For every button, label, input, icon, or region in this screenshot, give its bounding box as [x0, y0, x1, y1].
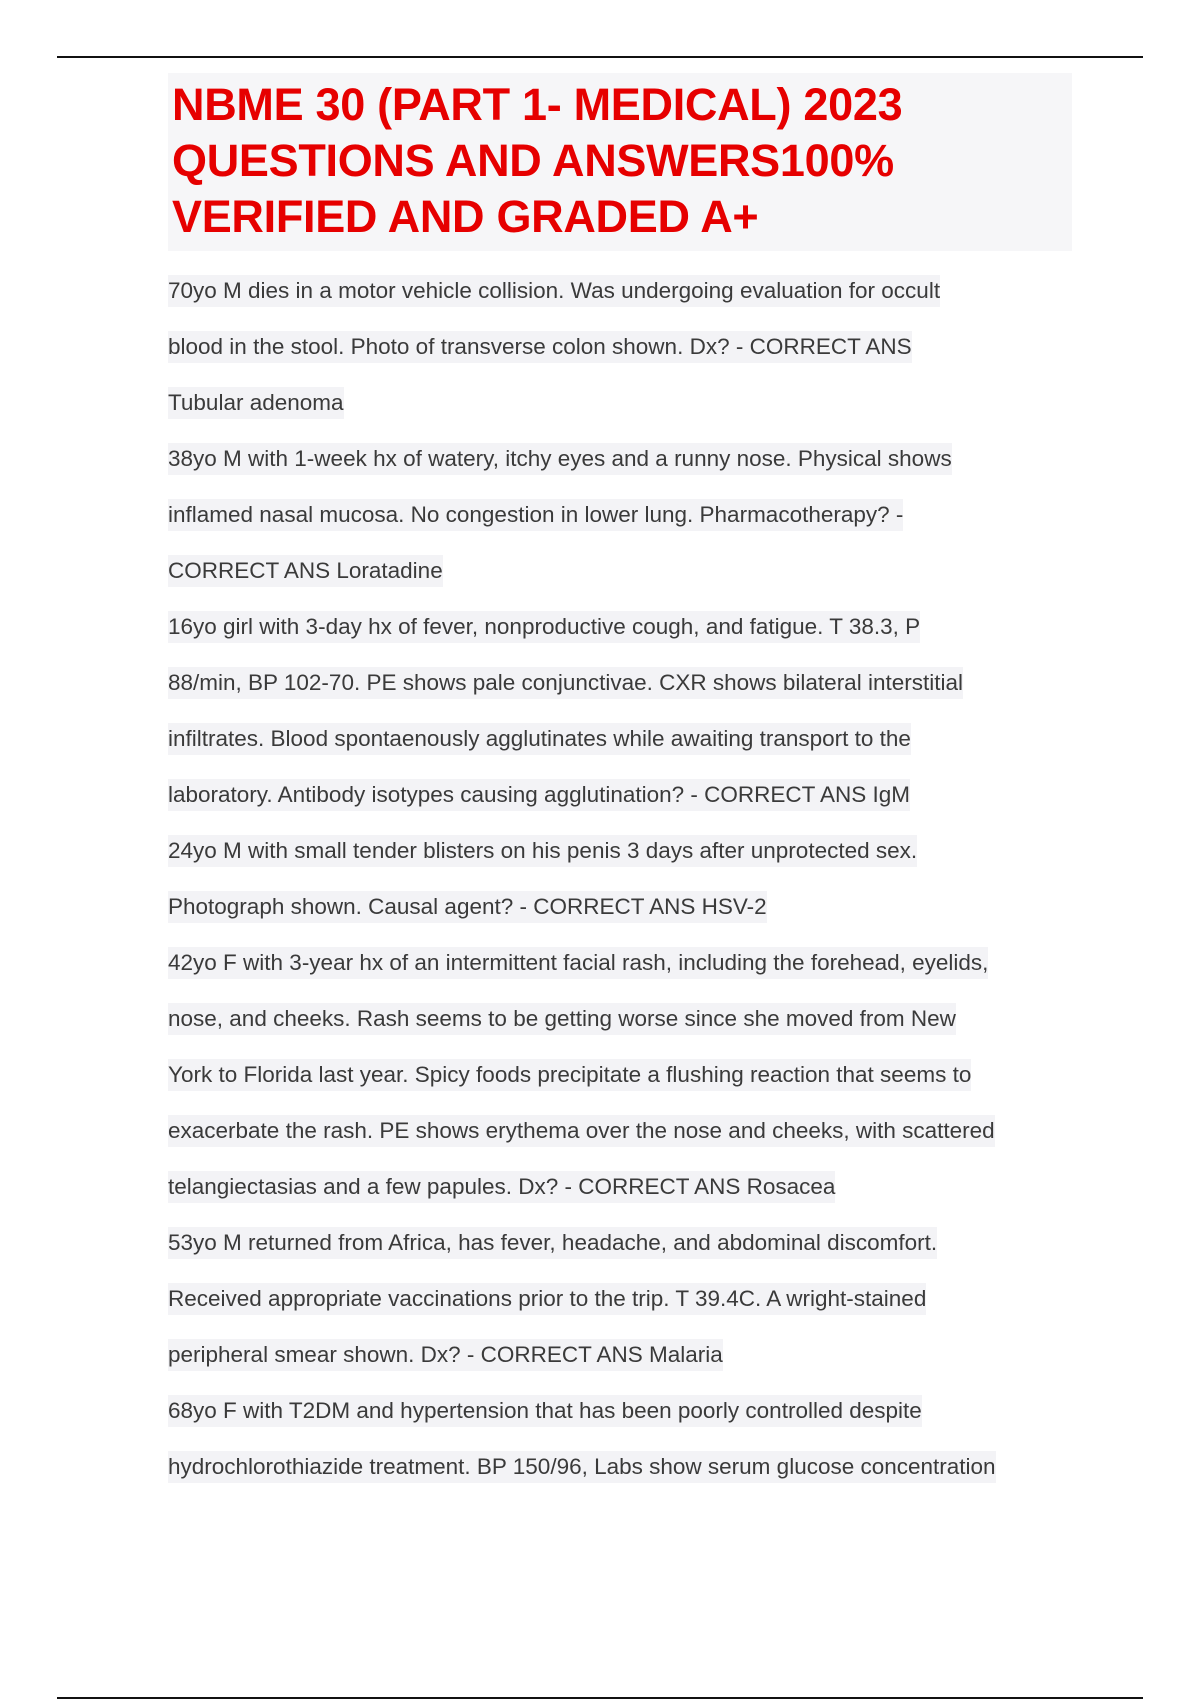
- text-line-content: 70yo M dies in a motor vehicle collision. Was undergoing evaluation for occult: [168, 275, 940, 307]
- title-line: VERIFIED AND GRADED A+: [172, 191, 759, 242]
- answer-line: [168, 879, 1072, 935]
- text-line-content: inflamed nasal mucosa. No congestion in lower lung. Pharmacotherapy? -: [168, 499, 903, 531]
- text-line: [168, 1439, 1072, 1495]
- text-line: [168, 935, 1072, 991]
- title-line: QUESTIONS AND ANSWERS100%: [172, 135, 894, 186]
- text-line: [168, 1103, 1072, 1159]
- document-title: [168, 73, 1072, 251]
- text-line-content: blood in the stool. Photo of transverse colon shown. Dx? - CORRECT ANS: [168, 331, 912, 363]
- answer-line: [168, 1159, 1072, 1215]
- title-line: NBME 30 (PART 1- MEDICAL) 2023: [172, 79, 903, 130]
- text-line-content: 38yo M with 1-week hx of watery, itchy eyes and a runny nose. Physical shows: [168, 443, 952, 475]
- text-line-content: Tubular adenoma: [168, 387, 344, 419]
- answer-line: [168, 375, 1072, 431]
- text-line: [168, 319, 1072, 375]
- text-line: [168, 1271, 1072, 1327]
- text-line: [168, 1215, 1072, 1271]
- text-line: [168, 1383, 1072, 1439]
- text-line-content: 68yo F with T2DM and hypertension that has been poorly controlled despite: [168, 1395, 922, 1427]
- text-line-content: Received appropriate vaccinations prior to the trip. T 39.4C. A wright-stained: [168, 1283, 926, 1315]
- answer-line: [168, 1327, 1072, 1383]
- text-line: [168, 487, 1072, 543]
- text-line: [168, 599, 1072, 655]
- text-line-content: nose, and cheeks. Rash seems to be getting worse since she moved from New: [168, 1003, 956, 1035]
- answer-line: [168, 543, 1072, 599]
- text-line-content: 42yo F with 3-year hx of an intermittent facial rash, including the forehead, eyelids,: [168, 947, 988, 979]
- text-line: [168, 823, 1072, 879]
- text-line-content: 53yo M returned from Africa, has fever, headache, and abdominal discomfort.: [168, 1227, 937, 1259]
- text-line: [168, 263, 1072, 319]
- answer-line: [168, 767, 1072, 823]
- text-line-content: infiltrates. Blood spontaenously agglutinates while awaiting transport to the: [168, 723, 911, 755]
- bottom-rule: [57, 1697, 1143, 1699]
- text-line-content: 88/min, BP 102-70. PE shows pale conjunctivae. CXR shows bilateral interstitial: [168, 667, 963, 699]
- text-line-content: York to Florida last year. Spicy foods precipitate a flushing reaction that seems to: [168, 1059, 971, 1091]
- text-line-content: 16yo girl with 3-day hx of fever, nonproductive cough, and fatigue. T 38.3, P: [168, 611, 920, 643]
- text-line-content: CORRECT ANS Loratadine: [168, 555, 443, 587]
- text-line: [168, 431, 1072, 487]
- text-line: [168, 711, 1072, 767]
- document-content: [168, 73, 1072, 1495]
- text-line: [168, 1047, 1072, 1103]
- text-line-content: Photograph shown. Causal agent? - CORRECT ANS HSV-2: [168, 891, 767, 923]
- text-line-content: laboratory. Antibody isotypes causing agglutination? - CORRECT ANS IgM: [168, 779, 910, 811]
- text-line-content: peripheral smear shown. Dx? - CORRECT ANS Malaria: [168, 1339, 723, 1371]
- top-rule: [57, 56, 1143, 58]
- text-line-content: hydrochlorothiazide treatment. BP 150/96, Labs show serum glucose concentration: [168, 1451, 996, 1483]
- text-line-content: 24yo M with small tender blisters on his penis 3 days after unprotected sex.: [168, 835, 917, 867]
- text-line-content: exacerbate the rash. PE shows erythema over the nose and cheeks, with scattered: [168, 1115, 995, 1147]
- text-line-content: telangiectasias and a few papules. Dx? - CORRECT ANS Rosacea: [168, 1171, 835, 1203]
- question-list: [168, 263, 1072, 1495]
- text-line: [168, 991, 1072, 1047]
- text-line: [168, 655, 1072, 711]
